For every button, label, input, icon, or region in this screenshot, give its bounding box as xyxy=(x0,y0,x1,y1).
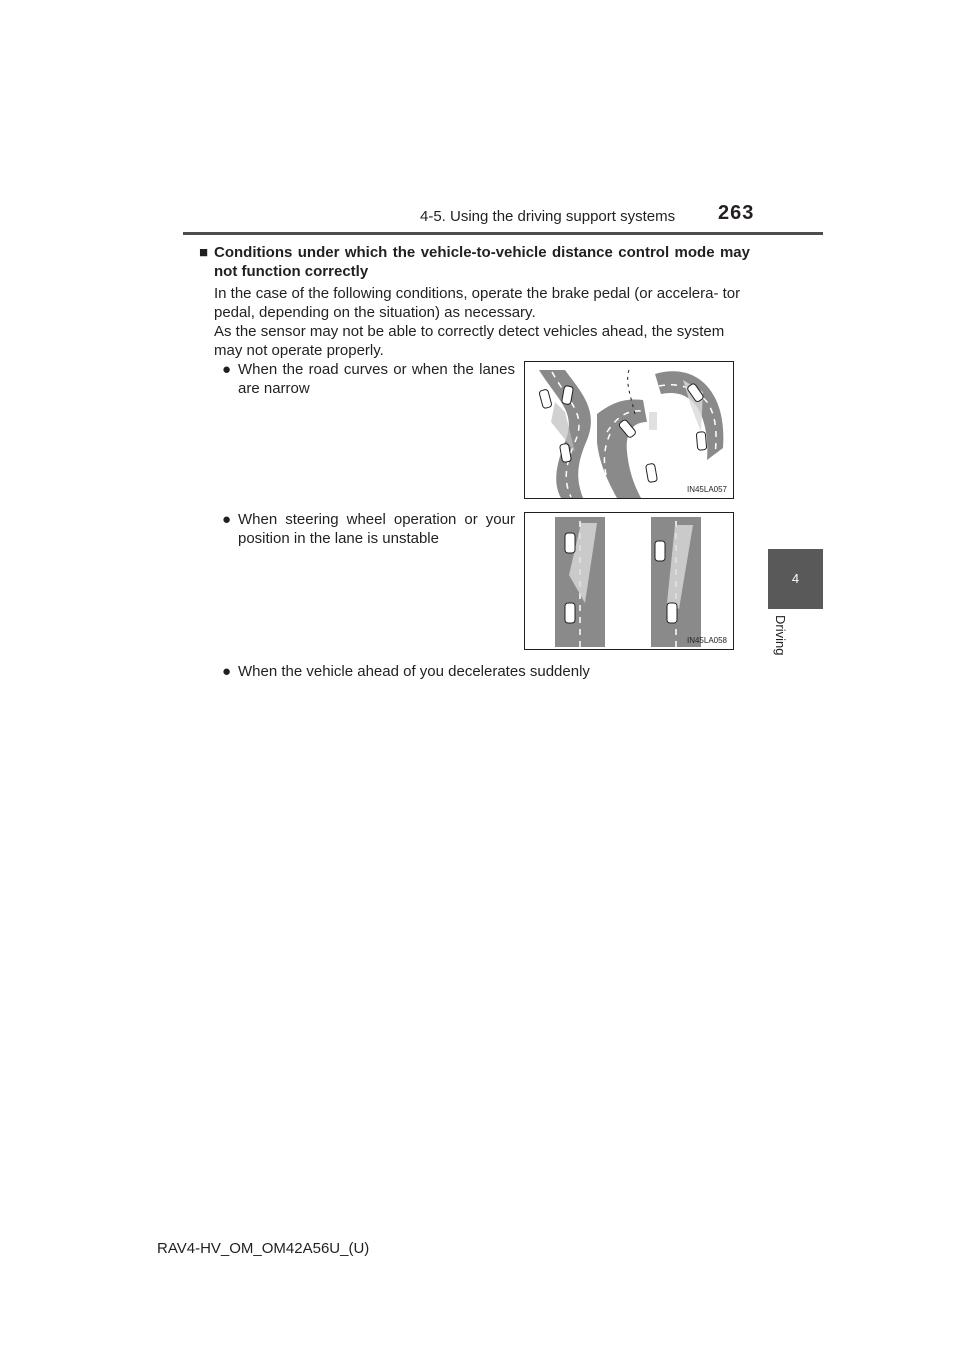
bullet-text: When steering wheel operation or your position in the lane is unstable xyxy=(238,511,515,547)
body-text xyxy=(214,284,750,360)
bullet-dot-icon: ● xyxy=(222,511,232,528)
heading-text: Conditions under which the vehicle-to-vehicle distance control mode may not function correctly xyxy=(214,244,750,280)
section-heading xyxy=(199,243,750,281)
bullet-curved-road xyxy=(222,360,515,398)
curved-road-sensor-illustration xyxy=(525,362,733,498)
chapter-tab[interactable] xyxy=(768,549,823,609)
heading-square-icon: ■ xyxy=(199,244,209,261)
header-divider xyxy=(183,232,823,235)
page-number: 263 xyxy=(718,202,755,224)
running-header-section: 4-5. Using the driving support systems xyxy=(420,208,676,225)
manual-code-footer: RAV4-HV_OM_OM42A56U_(U) xyxy=(157,1240,370,1257)
bullet-unstable-steering xyxy=(222,510,515,548)
bullet-sudden-deceleration xyxy=(222,662,758,681)
figure-straight-lanes xyxy=(524,512,734,650)
bullet-text: When the road curves or when the lanes are narrow xyxy=(238,361,515,397)
figure-curved-roads xyxy=(524,361,734,499)
bullet-dot-icon: ● xyxy=(222,361,232,378)
chapter-number: 4 xyxy=(791,571,800,586)
figure-code: IN45LA057 xyxy=(686,485,727,494)
bullet-dot-icon: ● xyxy=(222,663,232,680)
paragraph-sensor-note: As the sensor may not be able to correctly detect vehicles ahead, the system may not operate properly. xyxy=(214,323,725,359)
straight-lane-weaving-illustration xyxy=(525,513,733,649)
paragraph-brake-instruction: In the case of the following conditions, operate the brake pedal (or accelera- tor pedal, depending on the situation) as necessary. xyxy=(214,285,741,321)
chapter-label: Driving xyxy=(773,615,788,656)
figure-code: IN45LA058 xyxy=(686,636,727,645)
bullet-text: When the vehicle ahead of you decelerates suddenly xyxy=(238,663,590,680)
